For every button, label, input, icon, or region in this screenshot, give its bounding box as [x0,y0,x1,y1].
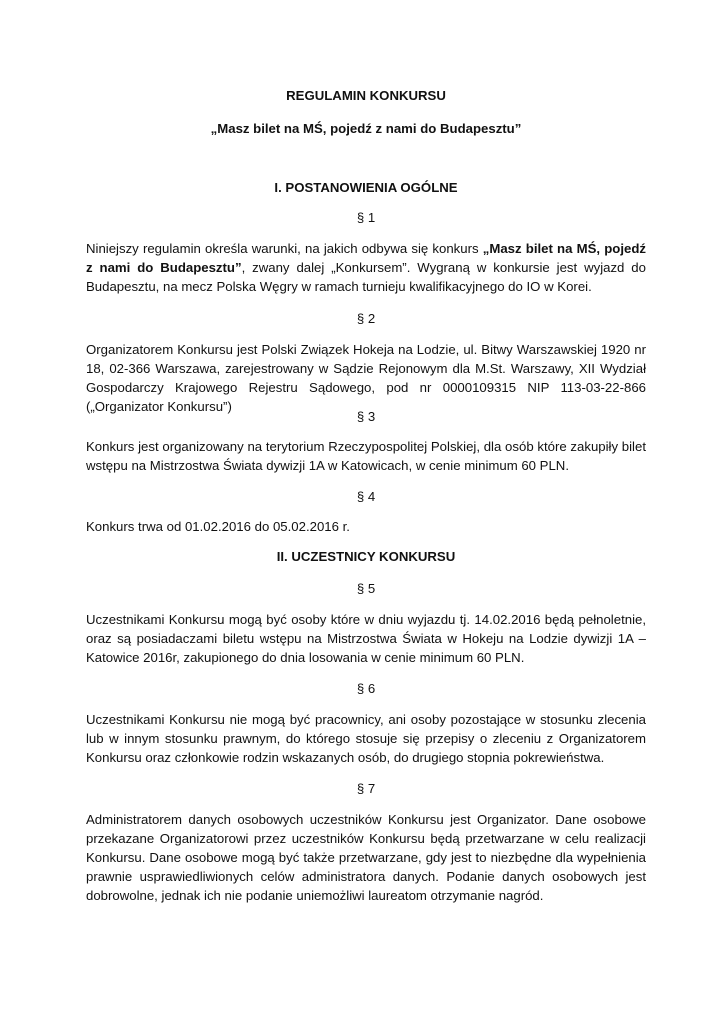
document-subtitle: „Masz bilet na MŚ, pojedź z nami do Budapesztu” [210,121,522,136]
paragraph-number-4: § 4 [356,489,376,504]
section-heading-participants: II. UCZESTNICY KONKURSU [276,549,456,564]
paragraph-number-1: § 1 [356,210,376,225]
paragraph-7-text: Administratorem danych osobowych uczestników Konkursu jest Organizator. Dane osobowe przekazane Organizatorowi przez uczestników Konkursu będą przetwarzane w celu realizacji Konkursu. Dane osobowe mogą być także przetwarzane, gdy jest to niezbędne dla wypełnienia prawnie usprawiedliwionych celów administratora danych. Podanie danych osobowych jest dobrowolne, jednak ich nie podanie uniemożliwi laureatom otrzymanie nagród. [86,812,646,903]
paragraph-1-contest-name: „Masz bilet na MŚ, pojedź z nami do Budapesztu” [86,241,646,275]
paragraph-2-text: Organizatorem Konkursu jest Polski Związek Hokeja na Lodzie, ul. Bitwy Warszawskiej 1920 nr 18, 02-366 Warszawa, zarejestrowany w Sądzie Rejonowym dla M.St. Warszawy, XII Wydział Gospodarczy Krajowego Rejestru Sądowego, pod nr 0000109315 NIP 113-03-22-866 („Organizator Konkursu”) [86,342,646,414]
paragraph-3-text: Konkurs jest organizowany na terytorium Rzeczypospolitej Polskiej, dla osób które zakupiły bilet wstępu na Mistrzostwa Świata dywizji 1A w Katowicach, w cenie minimum 60 PLN. [86,439,646,473]
paragraph-number-6: § 6 [356,681,376,696]
paragraph-1-text-a: Niniejszy regulamin określa warunki, na jakich odbywa się konkurs [86,241,483,256]
paragraph-number-5: § 5 [356,581,376,596]
section-heading-general: I. POSTANOWIENIA OGÓLNE [274,180,458,195]
paragraph-6-text: Uczestnikami Konkursu nie mogą być pracownicy, ani osoby pozostające w stosunku zlecenia lub w innym stosunku prawnym, do którego stosuje się przepisy o zleceniu z Organizatorem Konkursu oraz członkowie rodzin wskazanych osób, do drugiego stopnia pokrewieństwa. [86,712,646,765]
paragraph-number-2: § 2 [356,311,376,326]
paragraph-4-text: Konkurs trwa od 01.02.2016 do 05.02.2016 r. [86,519,350,534]
paragraph-5-text: Uczestnikami Konkursu mogą być osoby które w dniu wyjazdu tj. 14.02.2016 będą pełnoletnie, oraz są posiadaczami biletu wstępu na Mistrzostwa Świata w Hokeju na Lodzie dywizji 1A – Katowice 2016r, zakupionego do dnia losowania w cenie minimum 60 PLN. [86,612,646,665]
paragraph-number-7: § 7 [356,781,376,796]
paragraph-1-text [86,240,646,297]
paragraph-1-text-b: , zwany dalej „Konkursem”. Wygraną w konkursie jest wyjazd do Budapesztu, na mecz Polska Węgry w ramach turnieju kwalifikacyjnego do IO w Korei. [86,259,646,294]
document-title: REGULAMIN KONKURSU [286,88,446,103]
paragraph-number-3: § 3 [356,409,376,424]
